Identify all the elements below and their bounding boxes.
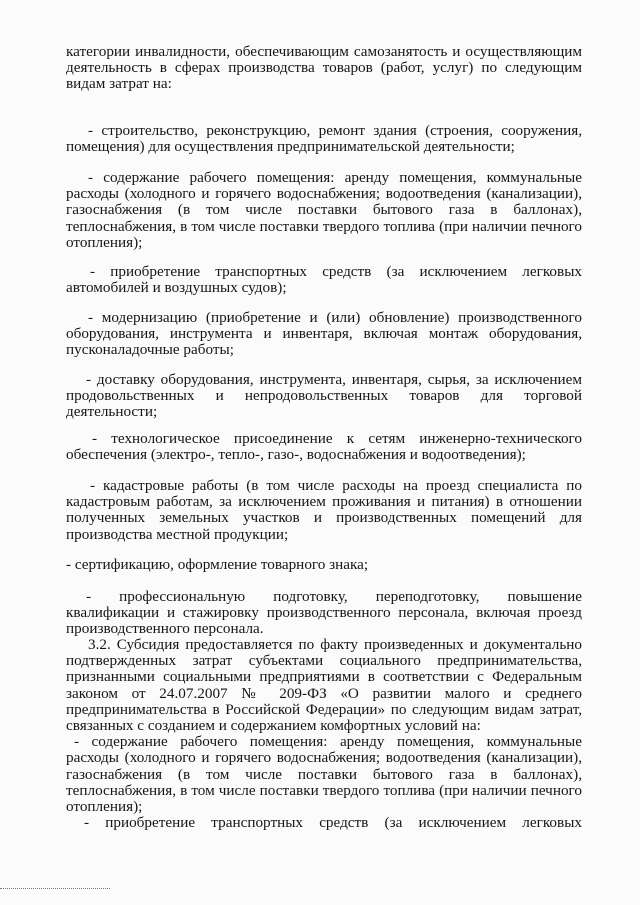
text-line: деятельность в сферах производства товаров (работ, услуг) по следующим bbox=[66, 60, 582, 77]
paragraph-item-delivery bbox=[66, 372, 582, 421]
text-line: - содержание рабочего помещения: аренду помещения, коммунальные bbox=[88, 170, 582, 186]
text-line: полученных земельных участков и производственных помещений для bbox=[66, 510, 582, 527]
text-line: оборудования, инструмента и инвентаря, включая монтаж оборудования, bbox=[66, 326, 582, 343]
text-line: - содержание рабочего помещения: аренду помещения, коммунальные bbox=[74, 734, 582, 751]
paragraph-section-3-2 bbox=[66, 637, 582, 831]
text-line: пусконаладочные работы; bbox=[66, 342, 234, 359]
text-line: - доставку оборудования, инструмента, инвентаря, сырья, за исключением bbox=[86, 372, 582, 388]
text-line: - сертификацию, оформление товарного знака; bbox=[66, 557, 369, 573]
paragraph-item-vehicles bbox=[66, 264, 582, 296]
text-line: газоснабжения (в том числе поставки бытового газа в баллонах), bbox=[66, 766, 582, 783]
text-line: теплоснабжения, в том числе поставки твердого топлива (при наличии печного bbox=[66, 782, 582, 799]
text-line: законом от 24.07.2007 № 209-ФЗ «О развитии малого и среднего bbox=[66, 685, 582, 702]
text-line: - модернизацию (приобретение и (или) обновление) производственного bbox=[88, 310, 582, 326]
text-line: - кадастровые работы (в том числе расходы на проезд специалиста по bbox=[90, 478, 582, 494]
text-line: расходы (холодного и горячего водоснабжения; водоотведения (канализации), bbox=[66, 750, 582, 767]
paragraph-item-certification bbox=[66, 557, 582, 573]
text-line: газоснабжения (в том числе поставки бытового газа в баллонах), bbox=[66, 202, 582, 219]
paragraph-item-construction bbox=[66, 123, 582, 155]
paragraph-intro bbox=[66, 44, 582, 93]
text-line: производства местной продукции; bbox=[66, 526, 289, 543]
text-line: видам затрат на: bbox=[66, 76, 172, 93]
text-line: отопления); bbox=[66, 799, 143, 816]
text-line: признанными социальными предприятиями в соответствии с Федеральным bbox=[66, 669, 582, 686]
text-line: обеспечения (электро-, тепло-, газо-, водоснабжения и водоотведения); bbox=[66, 447, 526, 464]
text-line: - приобретение транспортных средств (за исключением легковых bbox=[90, 264, 582, 280]
text-line: расходы (холодного и горячего водоснабжения; водоотведения (канализации), bbox=[66, 186, 582, 203]
text-line: предпринимательства в Российской Федерации» по следующим видам затрат, bbox=[66, 701, 582, 718]
text-line: связанных с созданием и содержанием комфортных условий на: bbox=[66, 718, 481, 735]
paragraph-item-connection bbox=[66, 431, 582, 463]
text-line: - строительство, реконструкцию, ремонт здания (строения, сооружения, bbox=[88, 123, 582, 139]
text-line: деятельности; bbox=[66, 404, 158, 421]
text-line: теплоснабжения, в том числе поставки твердого топлива (при наличии печного bbox=[66, 218, 582, 235]
text-line: производственного персонала. bbox=[66, 621, 264, 638]
text-line: - профессиональную подготовку, переподготовку, повышение bbox=[86, 589, 582, 605]
text-line: квалификации и стажировку производственного персонала, включая проезд bbox=[66, 605, 582, 622]
paragraph-item-premises bbox=[66, 170, 582, 251]
text-line: помещения) для осуществления предпринимательской деятельности; bbox=[66, 139, 515, 156]
text-line: - приобретение транспортных средств (за исключением легковых bbox=[84, 815, 582, 832]
text-line: - технологическое присоединение к сетям инженерно-технического bbox=[92, 431, 582, 447]
text-line: отопления); bbox=[66, 234, 143, 251]
text-line: категории инвалидности, обеспечивающим самозанятость и осуществляющим bbox=[66, 44, 582, 60]
text-line: подтвержденных затрат субъектами социального предпринимательства, bbox=[66, 653, 582, 670]
paragraph-item-cadastral bbox=[66, 478, 582, 543]
text-line: продовольственных и непродовольственных товаров для торговой bbox=[66, 388, 582, 405]
paragraph-item-modernization bbox=[66, 310, 582, 359]
paragraph-item-training bbox=[66, 589, 582, 638]
text-line: 3.2. Субсидия предоставляется по факту произведенных и документально bbox=[88, 637, 582, 653]
footer-dotted-line bbox=[0, 888, 110, 889]
text-line: кадастровым работам, за исключением проживания и питания) в отношении bbox=[66, 494, 582, 511]
text-line: автомобилей и воздушных судов); bbox=[66, 280, 287, 297]
